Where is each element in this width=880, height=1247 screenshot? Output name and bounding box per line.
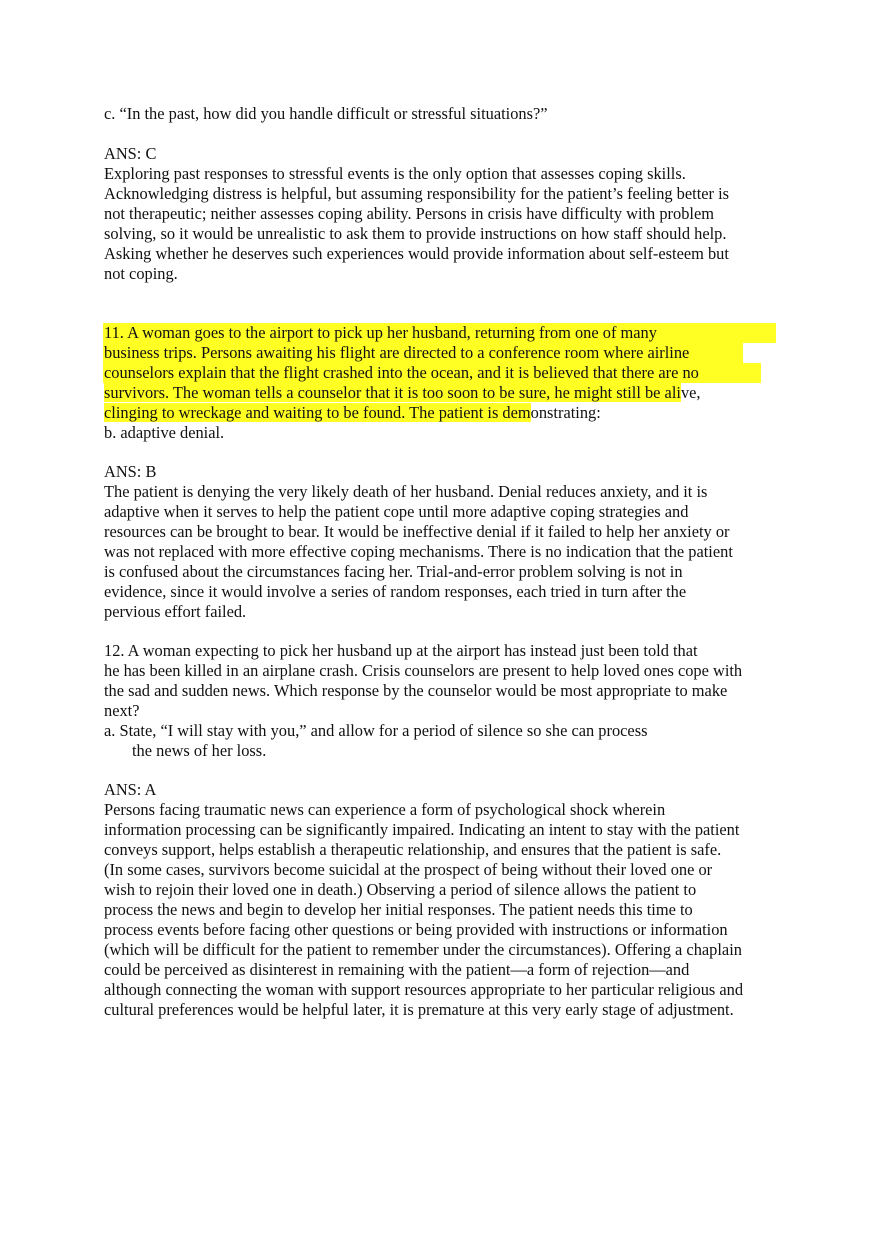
q12-rationale-line: information processing can be significantly impaired. Indicating an intent to stay with the patient [104, 820, 740, 839]
q12-option-a: a. State, “I will stay with you,” and allow for a period of silence so she can process [104, 721, 648, 740]
q11-rationale-line: resources can be brought to bear. It would be ineffective denial if it failed to help her anxiety or [104, 522, 730, 541]
q10-rationale-line: Exploring past responses to stressful events is the only option that assesses coping skills. [104, 164, 686, 183]
q11-plain-text: ve, [680, 383, 701, 402]
q10-answer: ANS: C [104, 144, 157, 163]
q11-plain-text: onstrating: [530, 403, 601, 422]
q10-rationale-line: solving, so it would be unrealistic to ask them to provide instructions on how staff should help. [104, 224, 727, 243]
q12-rationale-line: (which will be difficult for the patient to remember under the circumstances). Offering a chaplain [104, 940, 742, 959]
q11-option-b: b. adaptive denial. [104, 423, 225, 442]
q11-rationale-line: The patient is denying the very likely death of her husband. Denial reduces anxiety, and it is [104, 482, 708, 501]
q12-rationale-line: process the news and begin to develop her initial responses. The patient needs this time to [104, 900, 693, 919]
q11-stem-line [104, 383, 701, 403]
q10-rationale-line: not coping. [104, 264, 178, 283]
q12-stem-line: the sad and sudden news. Which response by the counselor would be most appropriate to make [104, 681, 728, 700]
q11-stem-line: business trips. Persons awaiting his flight are directed to a conference room where airline [104, 343, 690, 362]
q12-rationale-line: cultural preferences would be helpful later, it is premature at this very early stage of adjustment. [104, 1000, 734, 1019]
q11-stem-line: 11. A woman goes to the airport to pick up her husband, returning from one of many [104, 323, 657, 342]
q12-option-a-continued: the news of her loss. [132, 741, 267, 760]
q11-rationale-line: pervious effort failed. [104, 602, 247, 621]
q12-rationale-line: (In some cases, survivors become suicidal at the prospect of being without their loved one or [104, 860, 713, 879]
q11-highlighted-text: clinging to wreckage and waiting to be found. The patient is dem [104, 403, 531, 422]
q11-rationale-line: evidence, since it would involve a series of random responses, each tried in turn after the [104, 582, 687, 601]
q11-rationale-line: adaptive when it serves to help the patient cope until more adaptive coping strategies and [104, 502, 689, 521]
q12-rationale-line: although connecting the woman with support resources appropriate to her particular religious and [104, 980, 744, 999]
q11-rationale-line: is confused about the circumstances facing her. Trial-and-error problem solving is not in [104, 562, 683, 581]
q12-rationale-line: wish to rejoin their loved one in death.) Observing a period of silence allows the patient to [104, 880, 697, 899]
q12-answer: ANS: A [104, 780, 157, 799]
q11-highlighted-text: survivors. The woman tells a counselor that it is too soon to be sure, he might still be ali [104, 383, 681, 402]
q11-stem-line [104, 403, 601, 423]
q12-rationale-line: Persons facing traumatic news can experience a form of psychological shock wherein [104, 800, 666, 819]
q10-rationale-line: Acknowledging distress is helpful, but assuming responsibility for the patient’s feeling better is [104, 184, 730, 203]
q12-stem-line: 12. A woman expecting to pick her husband up at the airport has instead just been told that [104, 641, 698, 660]
q12-stem-line: next? [104, 701, 140, 720]
q11-stem-line: counselors explain that the flight crashed into the ocean, and it is believed that there are no [104, 363, 699, 382]
q12-rationale-line: could be perceived as disinterest in remaining with the patient—a form of rejection—and [104, 960, 690, 979]
q10-rationale-line: Asking whether he deserves such experiences would provide information about self-esteem but [104, 244, 729, 263]
q12-rationale-line: process events before facing other questions or being provided with instructions or information [104, 920, 728, 939]
q11-rationale-line: was not replaced with more effective coping mechanisms. There is no indication that the patient [104, 542, 733, 561]
q10-option-c: c. “In the past, how did you handle difficult or stressful situations?” [104, 104, 548, 123]
q10-rationale-line: not therapeutic; neither assesses coping ability. Persons in crisis have difficulty with problem [104, 204, 714, 223]
q12-stem-line: he has been killed in an airplane crash. Crisis counselors are present to help loved ones cope with [104, 661, 743, 680]
q11-answer: ANS: B [104, 462, 157, 481]
q12-rationale-line: conveys support, helps establish a therapeutic relationship, and ensures that the patient is safe. [104, 840, 722, 859]
